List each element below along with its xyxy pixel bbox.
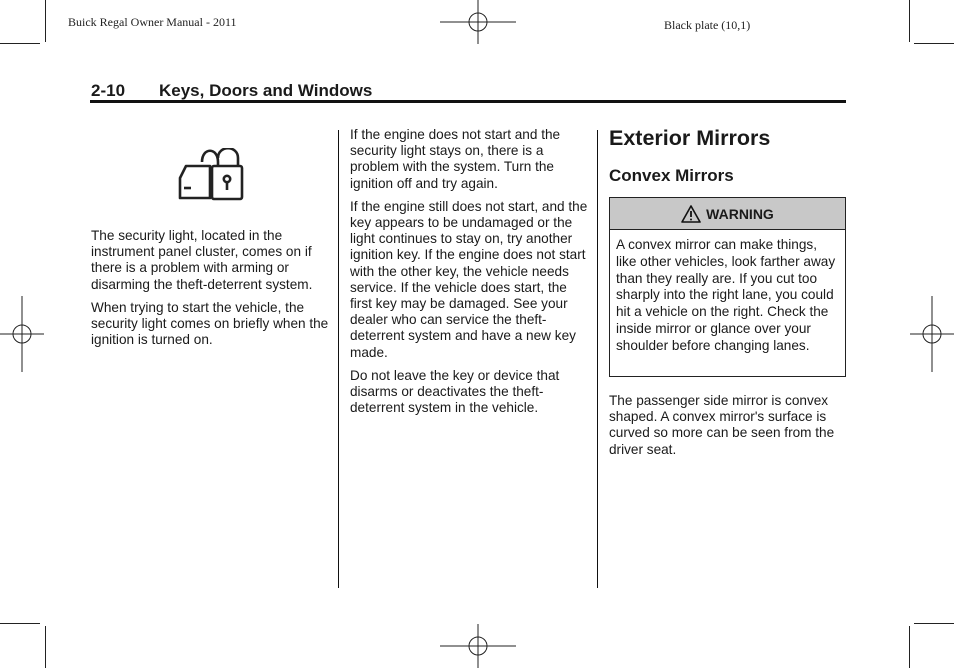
crop-mark [914,623,954,624]
column-2 [350,127,590,423]
registration-mark-bottom [440,624,516,668]
paragraph: When trying to start the vehicle, the security light comes on briefly when the ignition is turned on. [91,299,329,348]
registration-mark-left [0,296,44,372]
section-title: Keys, Doors and Windows [159,81,373,100]
paragraph: The security light, located in the instrument panel cluster, comes on if there is a problem with arming or disarming the theft-deterrent system. [91,228,313,292]
paragraph: The passenger side mirror is convex shaped. A convex mirror's surface is curved so more can be seen from the driver seat. [609,393,835,457]
warning-triangle-icon [681,205,701,223]
crop-mark [909,0,910,42]
column-divider [597,130,598,588]
column-1 [91,228,329,355]
crop-mark [0,623,40,624]
crop-mark [914,43,954,44]
crop-mark [45,0,46,42]
crop-mark [0,43,40,44]
paragraph: If the engine still does not start, and the key appears to be undamaged or the light continues to stay on, try another ignition key. If the engine does not start with the other key, the vehicle needs service. If the vehicle does start, the first key may be damaged. See your dealer who can service the theft-deterrent system and have a new key made. [350,198,588,360]
column-divider [338,130,339,588]
page-title: Exterior Mirrors [609,126,771,150]
slug-left: Buick Regal Owner Manual - 2011 [68,15,237,29]
warning-label: WARNING [706,205,774,222]
crop-mark [45,626,46,668]
page-number: 2-10 [91,81,126,100]
registration-mark-right [910,296,954,372]
warning-box [609,197,846,377]
security-light-icon [176,148,244,204]
warning-header [610,198,845,230]
paragraph: If the engine does not start and the security light stays on, there is a problem with the system. Turn the ignition off and try again. [350,127,561,191]
crop-mark [909,626,910,668]
paragraph: Do not leave the key or device that disarms or deactivates the theft-deterrent system in the vehicle. [350,367,560,416]
slug-right: Black plate (10,1) [664,18,751,32]
header-rule [90,100,846,103]
section-subtitle: Convex Mirrors [609,166,734,185]
warning-text: A convex mirror can make things, like other vehicles, look farther away than they really are. If you cut too sharply into the right lane, you could hit a vehicle on the right. Check the inside mirror or glance over your shoulder before changing lanes. [616,237,836,353]
column-3-text [609,393,849,465]
registration-mark-top [440,0,516,44]
